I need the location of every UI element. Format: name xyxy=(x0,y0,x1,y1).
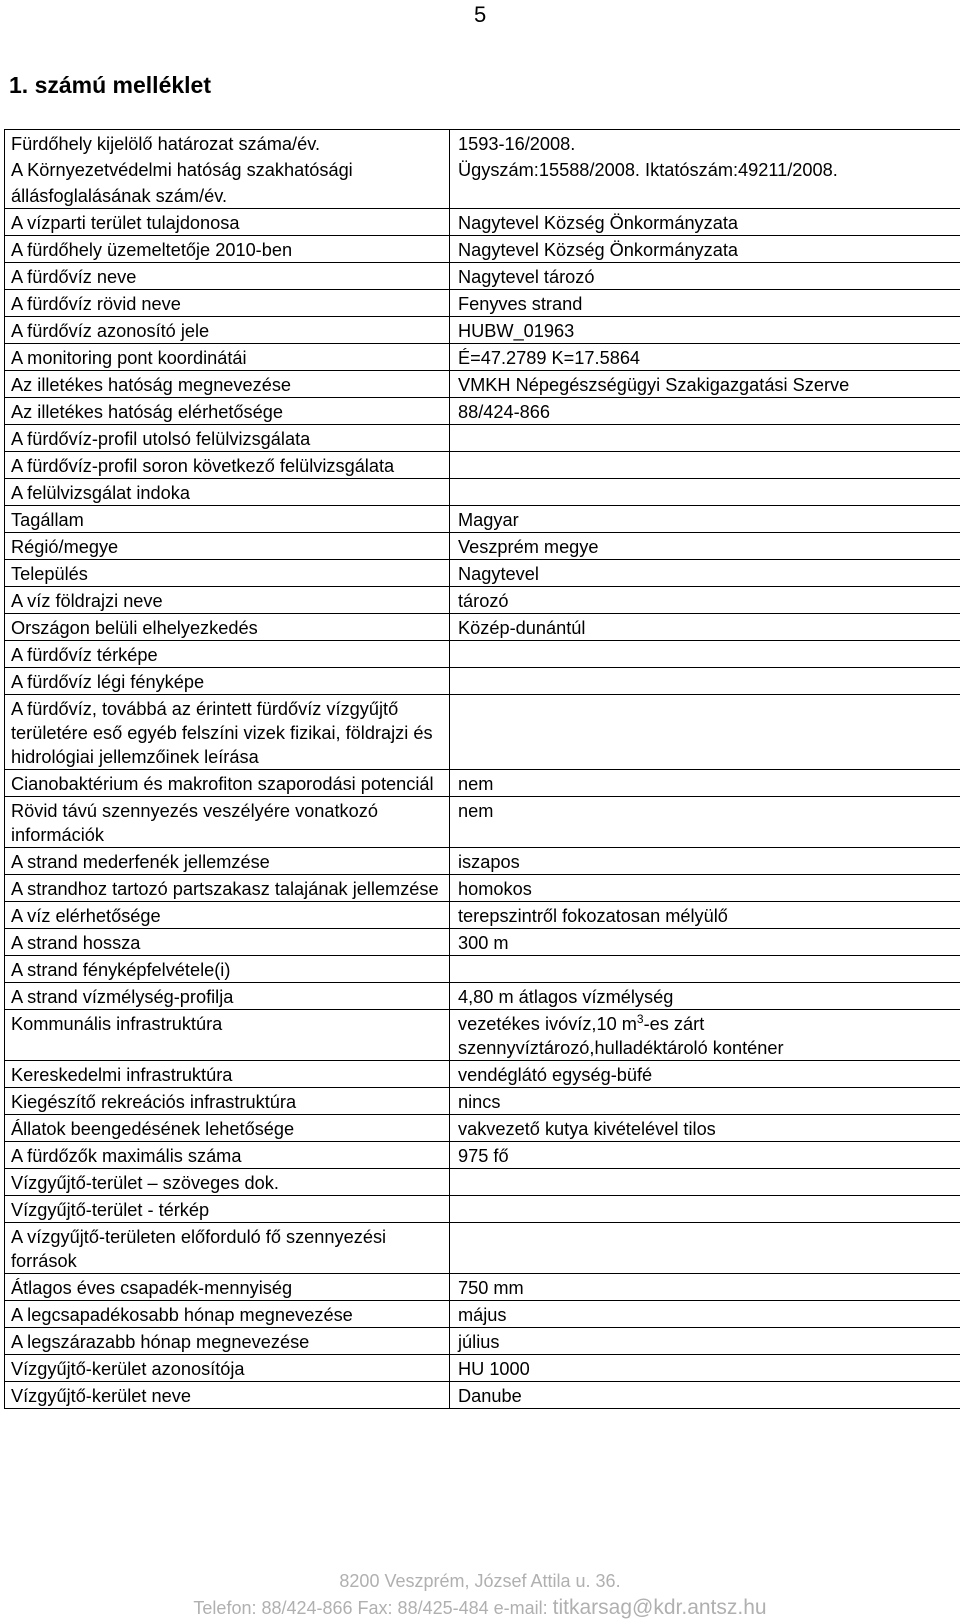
row-value xyxy=(450,452,960,479)
row-value xyxy=(450,1010,960,1061)
row-value: Nagytevel xyxy=(450,560,960,587)
row-label: A fürdőhely üzemeltetője 2010-ben xyxy=(5,236,450,263)
table-row xyxy=(5,1223,960,1274)
row-value: 4,80 m átlagos vízmélység xyxy=(450,983,960,1010)
table-row xyxy=(5,1088,960,1115)
row-label: A víz földrajzi neve xyxy=(5,587,450,614)
row-value: Danube xyxy=(450,1382,960,1409)
row-value xyxy=(450,668,960,695)
row-label: A fürdővíz légi fényképe xyxy=(5,668,450,695)
row-label: Fürdőhely kijelölő határozat száma/év. xyxy=(5,130,450,157)
value-text: -es zárt szennyvíztározó,hulladéktároló konténer xyxy=(458,1014,784,1058)
row-label: A Környezetvédelmi hatóság szakhatósági xyxy=(5,156,450,182)
row-label: A víz elérhetősége xyxy=(5,902,450,929)
row-value: július xyxy=(450,1328,960,1355)
row-value: tározó xyxy=(450,587,960,614)
row-label: A fürdővíz neve xyxy=(5,263,450,290)
row-label: Az illetékes hatóság elérhetősége xyxy=(5,398,450,425)
row-value: HU 1000 xyxy=(450,1355,960,1382)
table-row xyxy=(5,614,960,641)
row-value: 750 mm xyxy=(450,1274,960,1301)
table-row xyxy=(5,875,960,902)
table-row xyxy=(5,797,960,848)
row-value: 88/424-866 xyxy=(450,398,960,425)
row-label: Vízgyűjtő-kerület neve xyxy=(5,1382,450,1409)
table-row xyxy=(5,983,960,1010)
table-row xyxy=(5,1382,960,1409)
row-label: Tagállam xyxy=(5,506,450,533)
row-label: Kiegészítő rekreációs infrastruktúra xyxy=(5,1088,450,1115)
row-label: A fürdővíz, továbbá az érintett fürdővíz vízgyűjtő területére eső egyéb felszíni vizek fizikai, földrajzi és hidrológiai jellemzőinek leírása xyxy=(5,695,450,770)
table-row xyxy=(5,587,960,614)
row-value: május xyxy=(450,1301,960,1328)
table-row xyxy=(5,1328,960,1355)
row-value: Nagytevel Község Önkormányzata xyxy=(450,209,960,236)
row-label: Az illetékes hatóság megnevezése xyxy=(5,371,450,398)
footer-contact xyxy=(0,1596,960,1620)
row-value: vendéglátó egység-büfé xyxy=(450,1061,960,1088)
row-label: A vízparti terület tulajdonosa xyxy=(5,209,450,236)
row-value: homokos xyxy=(450,875,960,902)
row-label: Rövid távú szennyezés veszélyére vonatkozó információk xyxy=(5,797,450,848)
table-row xyxy=(5,1115,960,1142)
bathing-water-profile-table xyxy=(4,129,960,1409)
table-row xyxy=(5,1355,960,1382)
table-row xyxy=(5,344,960,371)
table-row xyxy=(5,209,960,236)
row-label: Állatok beengedésének lehetősége xyxy=(5,1115,450,1142)
row-value: Ügyszám:15588/2008. Iktatószám:49211/2008. xyxy=(450,156,960,182)
row-label: Kommunális infrastruktúra xyxy=(5,1010,450,1061)
table-row xyxy=(5,1301,960,1328)
row-label: A fürdővíz-profil soron következő felülvizsgálata xyxy=(5,452,450,479)
row-label: Vízgyűjtő-terület - térkép xyxy=(5,1196,450,1223)
row-value: 300 m xyxy=(450,929,960,956)
row-value: nem xyxy=(450,770,960,797)
footer-email-link[interactable]: titkarsag@kdr.antsz.hu xyxy=(552,1596,767,1619)
row-value: vakvezető kutya kivételével tilos xyxy=(450,1115,960,1142)
row-value: nem xyxy=(450,797,960,848)
row-label: Cianobaktérium és makrofiton szaporodási potenciál xyxy=(5,770,450,797)
row-value: Nagytevel Község Önkormányzata xyxy=(450,236,960,263)
table-row xyxy=(5,1010,960,1061)
row-label: Átlagos éves csapadék-mennyiség xyxy=(5,1274,450,1301)
row-label: A fürdővíz azonosító jele xyxy=(5,317,450,344)
row-label: A strand fényképfelvétele(i) xyxy=(5,956,450,983)
table-row xyxy=(5,290,960,317)
row-value xyxy=(450,695,960,770)
table-row xyxy=(5,668,960,695)
row-label: A legcsapadékosabb hónap megnevezése xyxy=(5,1301,450,1328)
row-label: Kereskedelmi infrastruktúra xyxy=(5,1061,450,1088)
table-row xyxy=(5,130,960,157)
row-value: Közép-dunántúl xyxy=(450,614,960,641)
value-text: vezetékes ivóvíz,10 m xyxy=(458,1014,637,1034)
row-value: Magyar xyxy=(450,506,960,533)
row-value: 1593-16/2008. xyxy=(450,130,960,157)
row-label: A strand vízmélység-profilja xyxy=(5,983,450,1010)
table-row xyxy=(5,770,960,797)
row-value xyxy=(450,1169,960,1196)
row-value: 975 fő xyxy=(450,1142,960,1169)
row-value: É=47.2789 K=17.5864 xyxy=(450,344,960,371)
row-value xyxy=(450,479,960,506)
superscript: 3 xyxy=(636,1011,644,1026)
row-value xyxy=(450,1196,960,1223)
row-value: Fenyves strand xyxy=(450,290,960,317)
table-row xyxy=(5,236,960,263)
table-row xyxy=(5,929,960,956)
table-row xyxy=(5,182,960,209)
row-label: Régió/megye xyxy=(5,533,450,560)
row-value: HUBW_01963 xyxy=(450,317,960,344)
table-row xyxy=(5,956,960,983)
table-row xyxy=(5,506,960,533)
table-row xyxy=(5,425,960,452)
table-row xyxy=(5,263,960,290)
row-label: Vízgyűjtő-terület – szöveges dok. xyxy=(5,1169,450,1196)
table-row xyxy=(5,479,960,506)
row-value: nincs xyxy=(450,1088,960,1115)
row-label: A strand hossza xyxy=(5,929,450,956)
row-label: A vízgyűjtő-területen előforduló fő szennyezési források xyxy=(5,1223,450,1274)
row-label: Országon belüli elhelyezkedés xyxy=(5,614,450,641)
row-value: Nagytevel tározó xyxy=(450,263,960,290)
annex-title: 1. számú melléklet xyxy=(9,72,211,98)
table-row xyxy=(5,902,960,929)
row-value xyxy=(450,425,960,452)
row-label: A fürdővíz rövid neve xyxy=(5,290,450,317)
table-row xyxy=(5,1169,960,1196)
table-row xyxy=(5,317,960,344)
row-label: A fürdővíz térképe xyxy=(5,641,450,668)
table-row xyxy=(5,695,960,770)
table-row xyxy=(5,1274,960,1301)
row-value xyxy=(450,1223,960,1274)
table-row xyxy=(5,371,960,398)
row-label: A fürdővíz-profil utolsó felülvizsgálata xyxy=(5,425,450,452)
row-value xyxy=(450,641,960,668)
table-row xyxy=(5,1142,960,1169)
row-label: A legszárazabb hónap megnevezése xyxy=(5,1328,450,1355)
row-label: A strandhoz tartozó partszakasz talajának jellemzése xyxy=(5,875,450,902)
row-label: Település xyxy=(5,560,450,587)
table-row xyxy=(5,1196,960,1223)
table-row xyxy=(5,398,960,425)
row-value: Veszprém megye xyxy=(450,533,960,560)
table-row xyxy=(5,533,960,560)
footer-contact-text: Telefon: 88/424-866 Fax: 88/425-484 e-mail: xyxy=(193,1598,553,1618)
page-number: 5 xyxy=(474,2,487,27)
table-row xyxy=(5,560,960,587)
row-label: A felülvizsgálat indoka xyxy=(5,479,450,506)
table-row xyxy=(5,848,960,875)
row-label: állásfoglalásának szám/év. xyxy=(5,182,450,209)
row-value: terepszintről fokozatosan mélyülő xyxy=(450,902,960,929)
row-value: VMKH Népegészségügyi Szakigazgatási Szerve xyxy=(450,371,960,398)
row-value: iszapos xyxy=(450,848,960,875)
table-row xyxy=(5,1061,960,1088)
footer-address: 8200 Veszprém, József Attila u. 36. xyxy=(339,1571,621,1591)
row-label: Vízgyűjtő-kerület azonosítója xyxy=(5,1355,450,1382)
table-row xyxy=(5,156,960,182)
row-value xyxy=(450,956,960,983)
table-row xyxy=(5,641,960,668)
row-label: A monitoring pont koordinátái xyxy=(5,344,450,371)
row-label: A strand mederfenék jellemzése xyxy=(5,848,450,875)
row-value xyxy=(450,182,960,209)
row-label: A fürdőzők maximális száma xyxy=(5,1142,450,1169)
table-row xyxy=(5,452,960,479)
